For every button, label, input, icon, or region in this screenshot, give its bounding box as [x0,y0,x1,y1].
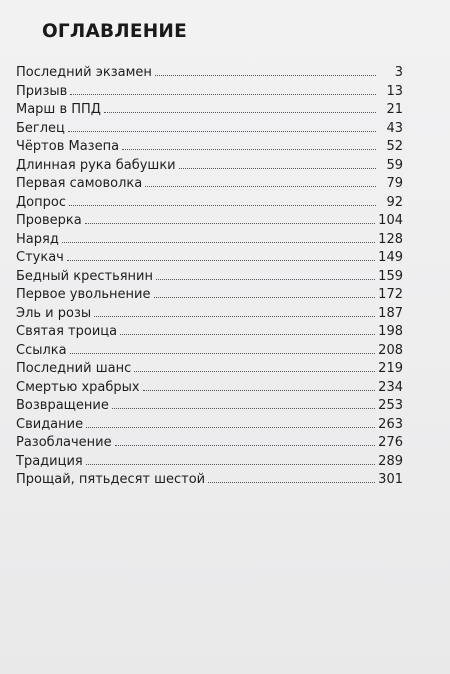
toc-entry [16,342,403,361]
toc-entry-title: Беглец [16,120,65,136]
toc-entry-title: Смертью храбрых [16,379,140,395]
dot-leader [94,316,375,317]
toc-entry-page: 43 [386,120,403,136]
dot-leader [86,464,375,465]
toc-entry-title: Свидание [16,416,84,432]
toc-entry-title: Чёртов Мазепа [16,139,120,154]
toc-entry-page: 253 [378,398,403,413]
toc-entry-page: 187 [378,305,403,321]
dot-leader [70,94,376,95]
toc-entry [16,305,403,324]
dot-leader [120,334,375,335]
dot-leader [112,408,375,409]
dot-leader [104,112,376,113]
dot-leader [122,149,376,150]
toc-entry [16,64,403,83]
toc-entry-title: Стукач [16,250,64,265]
dot-leader [67,260,375,261]
toc-entry-title: Первое увольнение [16,287,151,302]
toc-entry-title: Призыв [16,83,68,99]
toc-entry-page: 104 [378,213,403,228]
toc-entry-title: Прощай, пятьдесят шестой [16,472,206,487]
toc-entry-title: Традиция [16,453,83,469]
toc-entry-page: 301 [378,472,403,487]
toc-entry-title: Разоблачение [16,435,112,450]
toc-entry-page: 219 [378,361,403,376]
toc-entry-title: Бедный крестьянин [16,268,154,284]
toc-entry-title: Допрос [16,194,66,210]
toc-entry [16,323,403,342]
toc-entry [16,101,403,120]
toc-entry-page: 21 [386,102,403,117]
toc-entry-page: 234 [378,379,403,395]
toc-entry-title: Последний шанс [16,361,132,376]
toc-entry [16,194,403,213]
dot-leader [179,168,376,169]
toc-entry-page: 92 [386,194,403,210]
dot-leader [85,223,375,224]
toc-entry-page: 208 [378,342,403,358]
toc-entry-title: Возвращение [16,398,109,413]
page-title: ОГЛАВЛЕНИЕ [42,21,187,42]
toc-entry-page: 159 [378,268,403,284]
toc-entry [16,397,403,416]
dot-leader [155,75,376,76]
toc-entry-title: Святая троица [16,324,118,339]
toc-entry-page: 198 [378,324,403,339]
dot-leader [156,279,375,280]
toc-entry-title: Первая самоволка [16,176,143,191]
toc-entry-title: Наряд [16,231,59,247]
toc-entry-page: 289 [378,453,403,469]
toc-entry [16,268,403,287]
dot-leader [143,390,376,391]
table-of-contents [16,64,403,490]
toc-entry [16,83,403,102]
toc-entry-page: 149 [378,250,403,265]
toc-entry-page: 128 [378,231,403,247]
toc-entry [16,453,403,472]
toc-entry-page: 172 [378,287,403,302]
toc-entry [16,360,403,379]
toc-entry-page: 263 [378,416,403,432]
toc-entry-title: Марш в ППД [16,102,101,117]
toc-entry-title: Проверка [16,213,82,228]
toc-entry [16,138,403,157]
dot-leader [86,427,375,428]
dot-leader [134,371,375,372]
toc-entry [16,231,403,250]
toc-entry [16,120,403,139]
dot-leader [62,242,375,243]
toc-entry [16,157,403,176]
toc-entry [16,379,403,398]
dot-leader [154,297,376,298]
toc-entry [16,286,403,305]
toc-entry [16,175,403,194]
toc-entry-page: 276 [378,435,403,450]
toc-entry [16,434,403,453]
dot-leader [145,186,376,187]
dot-leader [70,353,376,354]
toc-entry-title: Ссылка [16,342,67,358]
toc-entry-title: Эль и розы [16,305,92,321]
toc-entry-page: 13 [386,83,403,99]
toc-entry [16,212,403,231]
toc-entry [16,249,403,268]
toc-entry [16,471,403,490]
toc-entry-page: 52 [386,139,403,154]
toc-entry-page: 3 [394,65,403,80]
toc-entry-page: 79 [386,176,403,191]
toc-entry-title: Длинная рука бабушки [16,157,176,173]
dot-leader [69,205,376,206]
dot-leader [115,445,376,446]
toc-entry-page: 59 [386,157,403,173]
toc-entry-title: Последний экзамен [16,65,152,80]
dot-leader [208,482,375,483]
dot-leader [68,131,376,132]
toc-entry [16,416,403,435]
